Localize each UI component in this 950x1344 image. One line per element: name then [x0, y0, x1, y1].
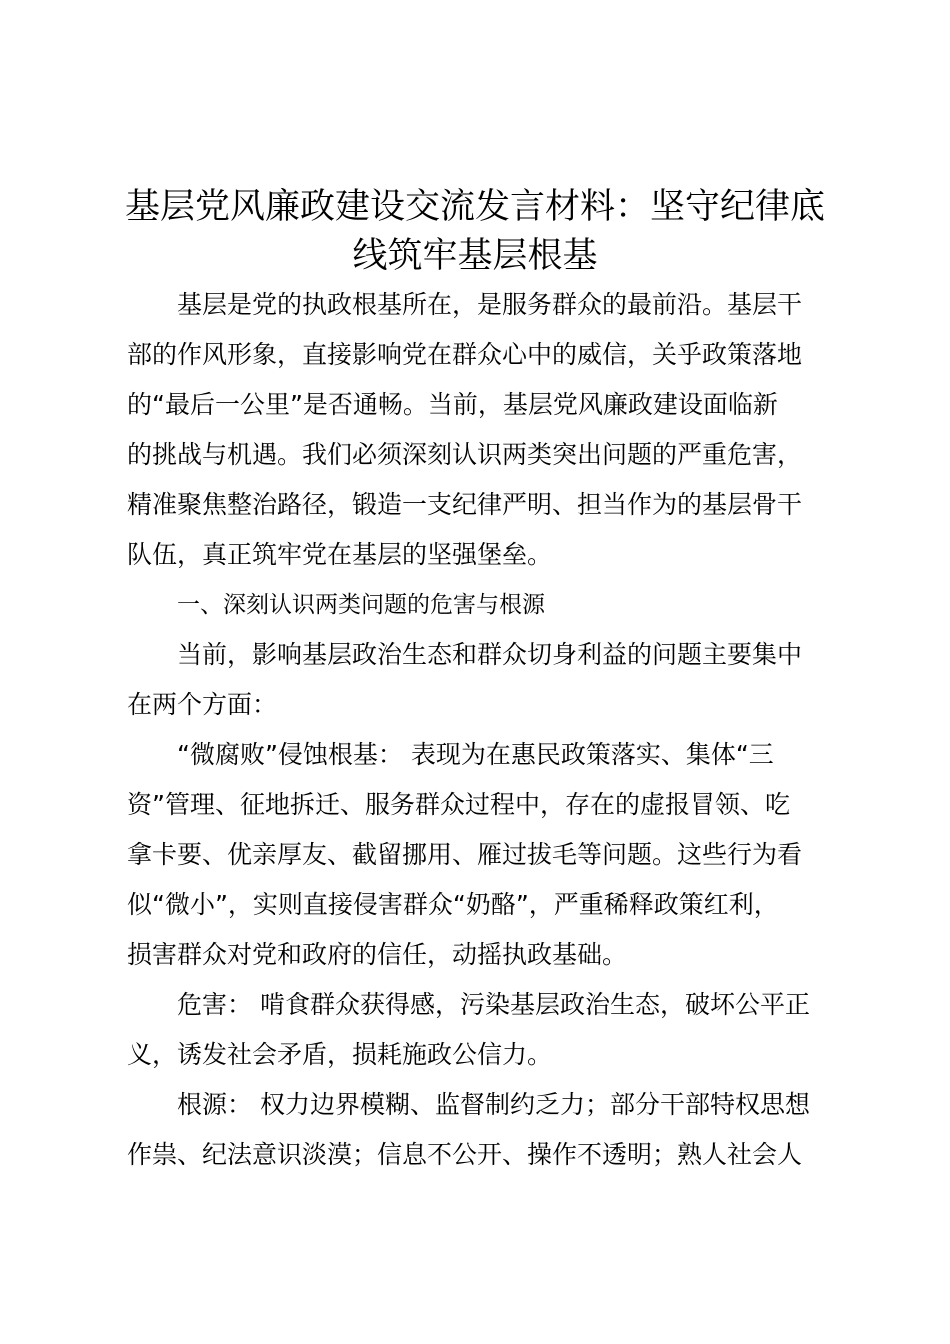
document-body [127, 280, 847, 1180]
text-line: 根源： 权力边界模糊、监督制约乏力；部分干部特权思想 [177, 1090, 810, 1119]
text-line: “微腐败”侵蚀根基： 表现为在惠民政策落实、集体“三 [177, 740, 774, 769]
text-line: 拿卡要、优亲厚友、截留挪用、雁过拔毛等问题。这些行为看 [127, 840, 803, 869]
heading-line: 一、深刻认识两类问题的危害与根源 [177, 592, 545, 618]
text-line: 资”管理、征地拆迁、服务群众过程中，存在的虚报冒领、吃 [127, 790, 790, 819]
text-line: 似“微小”，实则直接侵害群众“奶酪”，严重稀释政策红利， [127, 890, 779, 919]
text-line: 的“最后一公里”是否通畅。当前，基层党风廉政建设面临新 [127, 390, 778, 419]
text-line: 部的作风形象，直接影响党在群众心中的威信，关乎政策落地 [127, 340, 803, 369]
title-line: 线筑牢基层根基 [352, 236, 598, 276]
section-heading [127, 580, 847, 630]
text-line: 当前，影响基层政治生态和群众切身利益的问题主要集中 [177, 640, 803, 669]
section-intro-paragraph [127, 630, 847, 730]
text-line: 损害群众对党和政府的信任，动摇执政基础。 [127, 940, 628, 969]
title-line: 基层党风廉政建设交流发言材料：坚守纪律底 [124, 187, 825, 227]
text-line: 义，诱发社会矛盾，损耗施政公信力。 [127, 1040, 553, 1069]
intro-paragraph [127, 280, 847, 580]
text-line: 基层是党的执政根基所在，是服务群众的最前沿。基层干 [177, 290, 803, 319]
micro-corruption-paragraph [127, 730, 847, 980]
text-line: 的挑战与机遇。我们必须深刻认识两类突出问题的严重危害， [127, 440, 803, 469]
text-line: 精准聚焦整治路径，锻造一支纪律严明、担当作为的基层骨干 [127, 490, 803, 519]
root-cause-paragraph [127, 1080, 847, 1180]
document-title [100, 183, 850, 281]
text-line: 作祟、纪法意识淡漠；信息不公开、操作不透明；熟人社会人 [127, 1140, 803, 1169]
harm-paragraph [127, 980, 847, 1080]
text-line: 队伍，真正筑牢党在基层的坚强堡垒。 [127, 540, 553, 569]
text-line: 危害： 啃食群众获得感，污染基层政治生态，破坏公平正 [177, 990, 810, 1019]
text-line: 在两个方面： [127, 690, 278, 719]
